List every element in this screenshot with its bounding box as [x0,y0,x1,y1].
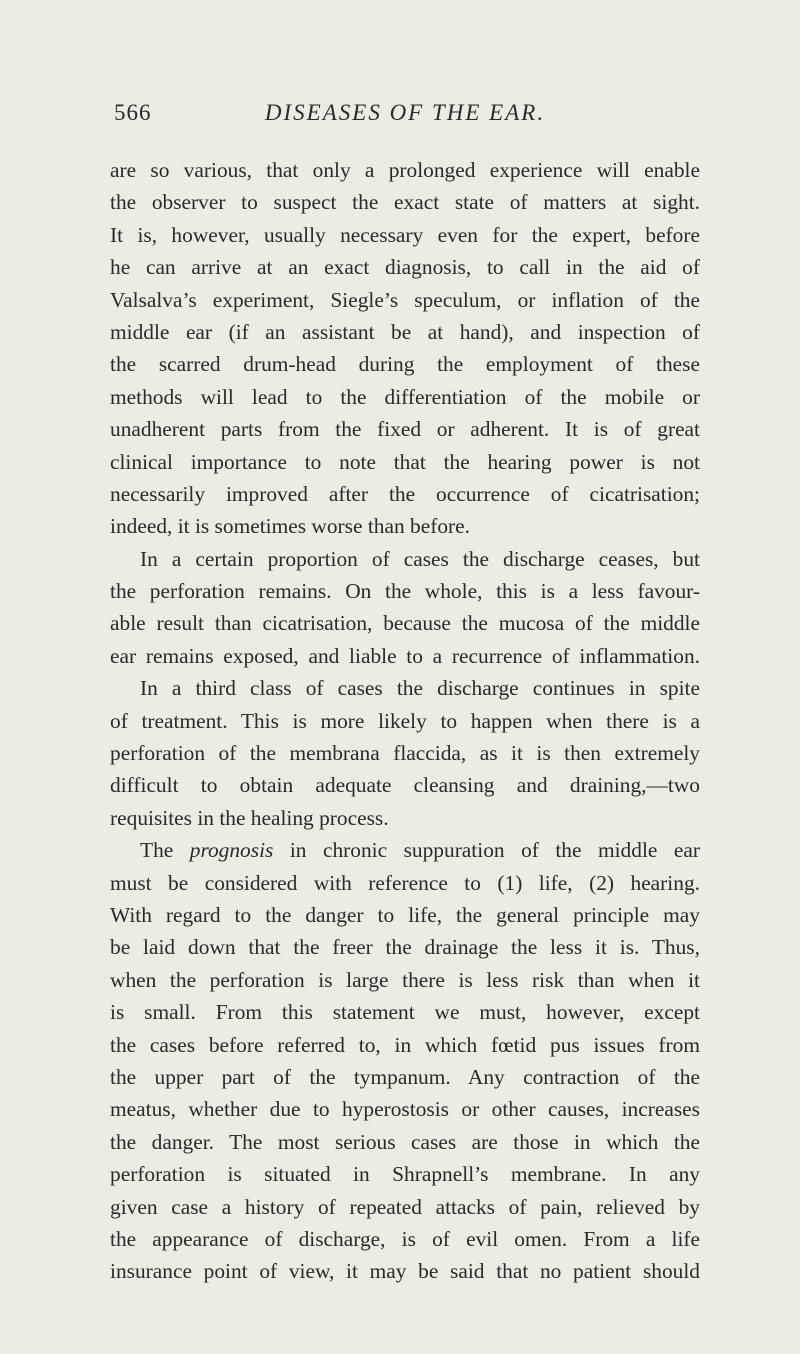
text-line: difficult to obtain adequate cleansing and draining,—two [110,773,700,798]
text-line: unadherent parts from the fixed or adherent. It is of great [110,417,700,442]
text-line: Valsalva’s experiment, Siegle’s speculum, or inflation of the [110,287,700,312]
text-line: perforation of the membrana flaccida, as it is then extremely [110,741,700,766]
text-line: requisites in the healing process. [110,805,389,830]
text-line: insurance point of view, it may be said that no patient should [110,1259,700,1284]
text-line: able result than cicatrisation, because the mucosa of the middle [110,611,700,636]
text-line: ear remains exposed, and liable to a recurrence of inflammation. [110,643,700,668]
prognosis-lead: The [140,838,174,863]
text-line: necessarily improved after the occurrence of cicatrisation; [110,481,700,506]
text-line: are so various, that only a prolonged experience will enable [110,158,700,182]
text-line: the danger. The most serious cases are those in which the [110,1129,700,1154]
prognosis-term: prognosis [189,838,274,863]
page-number: 566 [114,100,152,125]
text-line: the scarred drum-head during the employment of these [110,352,700,377]
text-line: he can arrive at an exact diagnosis, to call in the aid of [110,255,700,280]
text-line: the appearance of discharge, is of evil omen. From a life [110,1226,700,1251]
prognosis-rest: in chronic suppuration of the middle ear [289,838,700,863]
text-line: the observer to suspect the exact state of matters at sight. [110,190,700,215]
text-line: given case a history of repeated attacks of pain, relieved by [110,1194,700,1219]
running-header [110,100,700,140]
text-line: must be considered with reference to (1) life, (2) hearing. [110,870,700,895]
text-line: the cases before referred to, in which fœtid pus issues from [110,1032,700,1057]
text-line: With regard to the danger to life, the general principle may [110,902,700,927]
text-line: the perforation remains. On the whole, this is a less favour- [110,579,700,604]
text-line: In a third class of cases the discharge continues in spite [140,676,700,701]
text-line: is small. From this statement we must, however, except [110,1000,700,1025]
running-title: DISEASES OF THE EAR. [264,100,546,125]
text-line: of treatment. This is more likely to happen when there is a [110,708,700,733]
text-line: meatus, whether due to hyperostosis or other causes, increases [110,1097,700,1122]
text-line: It is, however, usually necessary even for the expert, before [110,222,700,247]
text-line: clinical importance to note that the hearing power is not [110,449,700,474]
text-line: middle ear (if an assistant be at hand), and inspection of [110,319,700,344]
text-line: be laid down that the freer the drainage the less it is. Thus, [110,935,700,960]
text-line: indeed, it is sometimes worse than before. [110,514,470,539]
text-line-prognosis [110,834,700,866]
text-line: In a certain proportion of cases the discharge ceases, but [140,546,700,571]
text-line: when the perforation is large there is less risk than when it [110,967,700,992]
text-line: methods will lead to the differentiation of the mobile or [110,384,700,409]
text-line: perforation is situated in Shrapnell’s membrane. In any [110,1162,700,1187]
body-text [110,154,700,1288]
text-line: the upper part of the tympanum. Any contraction of the [110,1064,700,1089]
